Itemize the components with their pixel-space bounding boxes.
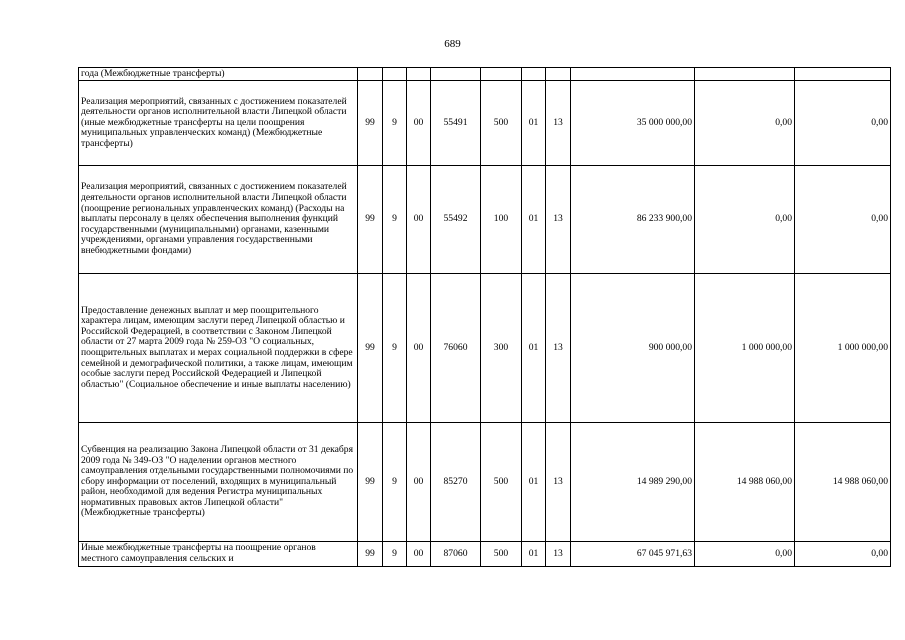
- row-description: Субвенция на реализацию Закона Липецкой области от 31 декабря 2009 года № 349-ОЗ "О наделении органов местного самоуправления отдельными государственными полномочиями по сбору информации от поселений, входящих в муниципальный район, необходимой для ведения Регистра муниципальных нормативных правовых актов Липецкой области" (Межбюджетные трансферты): [79, 423, 358, 542]
- subprogram-code: 9: [383, 423, 407, 542]
- event-code: 00: [407, 542, 431, 567]
- subsection-code: 13: [546, 166, 571, 274]
- subsection-code: 13: [546, 542, 571, 567]
- program-code: 99: [358, 81, 383, 166]
- amount-year-3: 0,00: [795, 81, 891, 166]
- subprogram-code: 9: [383, 542, 407, 567]
- amount-year-1: 900 000,00: [571, 274, 695, 423]
- amount-year-2: 0,00: [695, 81, 795, 166]
- subsection-code: 13: [546, 81, 571, 166]
- budget-table: [78, 67, 891, 567]
- amount-year-1: 86 233 900,00: [571, 166, 695, 274]
- row-description: Иные межбюджетные трансферты на поощрение органов местного самоуправления сельских и: [79, 542, 358, 567]
- table-row: [79, 542, 891, 567]
- subprogram-code: 9: [383, 81, 407, 166]
- amount-year-2: [695, 68, 795, 81]
- amount-year-1: 67 045 971,63: [571, 542, 695, 567]
- row-description: Реализация мероприятий, связанных с достижением показателей деятельности органов исполнительной власти Липецкой области (поощрение региональных управленческих команд) (Расходы на выплаты персоналу в целях обеспечения выполнения функций государственными (муниципальными) органами, казенными учреждениями, органами управления государственными внебюджетными фондами): [79, 166, 358, 274]
- event-code: 00: [407, 81, 431, 166]
- expense-type-code: 500: [481, 423, 522, 542]
- subprogram-code: 9: [383, 274, 407, 423]
- expense-type-code: 500: [481, 81, 522, 166]
- direction-code: 76060: [431, 274, 481, 423]
- subsection-code: 13: [546, 423, 571, 542]
- amount-year-3: 1 000 000,00: [795, 274, 891, 423]
- direction-code: [431, 68, 481, 81]
- direction-code: 87060: [431, 542, 481, 567]
- row-description: года (Межбюджетные трансферты): [79, 68, 358, 81]
- expense-type-code: 500: [481, 542, 522, 567]
- section-code: 01: [522, 81, 546, 166]
- program-code: 99: [358, 274, 383, 423]
- section-code: 01: [522, 542, 546, 567]
- amount-year-3: 0,00: [795, 542, 891, 567]
- amount-year-1: 35 000 000,00: [571, 81, 695, 166]
- table-row: [79, 423, 891, 542]
- expense-type-code: 300: [481, 274, 522, 423]
- row-description: Реализация мероприятий, связанных с достижением показателей деятельности органов исполнительной власти Липецкой области (иные межбюджетные трансферты на цели поощрения муниципальных управленческих команд) (Межбюджетные трансферты): [79, 81, 358, 166]
- event-code: 00: [407, 166, 431, 274]
- amount-year-2: 14 988 060,00: [695, 423, 795, 542]
- section-code: 01: [522, 274, 546, 423]
- amount-year-3: 0,00: [795, 166, 891, 274]
- table-row: [79, 68, 891, 81]
- amount-year-3: [795, 68, 891, 81]
- event-code: 00: [407, 423, 431, 542]
- direction-code: 55492: [431, 166, 481, 274]
- amount-year-2: 0,00: [695, 166, 795, 274]
- event-code: [407, 68, 431, 81]
- page-number: 689: [444, 38, 461, 50]
- subsection-code: 13: [546, 274, 571, 423]
- table-row: [79, 81, 891, 166]
- program-code: 99: [358, 423, 383, 542]
- amount-year-2: 1 000 000,00: [695, 274, 795, 423]
- direction-code: 55491: [431, 81, 481, 166]
- program-code: 99: [358, 166, 383, 274]
- subprogram-code: [383, 68, 407, 81]
- section-code: 01: [522, 166, 546, 274]
- amount-year-1: 14 989 290,00: [571, 423, 695, 542]
- amount-year-1: [571, 68, 695, 81]
- section-code: [522, 68, 546, 81]
- table-row: [79, 274, 891, 423]
- expense-type-code: [481, 68, 522, 81]
- program-code: 99: [358, 542, 383, 567]
- program-code: [358, 68, 383, 81]
- subprogram-code: 9: [383, 166, 407, 274]
- amount-year-3: 14 988 060,00: [795, 423, 891, 542]
- direction-code: 85270: [431, 423, 481, 542]
- expense-type-code: 100: [481, 166, 522, 274]
- event-code: 00: [407, 274, 431, 423]
- row-description: Предоставление денежных выплат и мер поощрительного характера лицам, имеющим заслуги перед Липецкой областью и Российской Федерацией, в соответствии с Законом Липецкой области от 27 марта 2009 года № 259-ОЗ "О социальных, поощрительных выплатах и мерах социальной поддержки в сфере семейной и демографической политики, а также лицам, имеющим особые заслуги перед Российской Федерацией и Липецкой областью" (Социальное обеспечение и иные выплаты населению): [79, 274, 358, 423]
- section-code: 01: [522, 423, 546, 542]
- amount-year-2: 0,00: [695, 542, 795, 567]
- subsection-code: [546, 68, 571, 81]
- table-row: [79, 166, 891, 274]
